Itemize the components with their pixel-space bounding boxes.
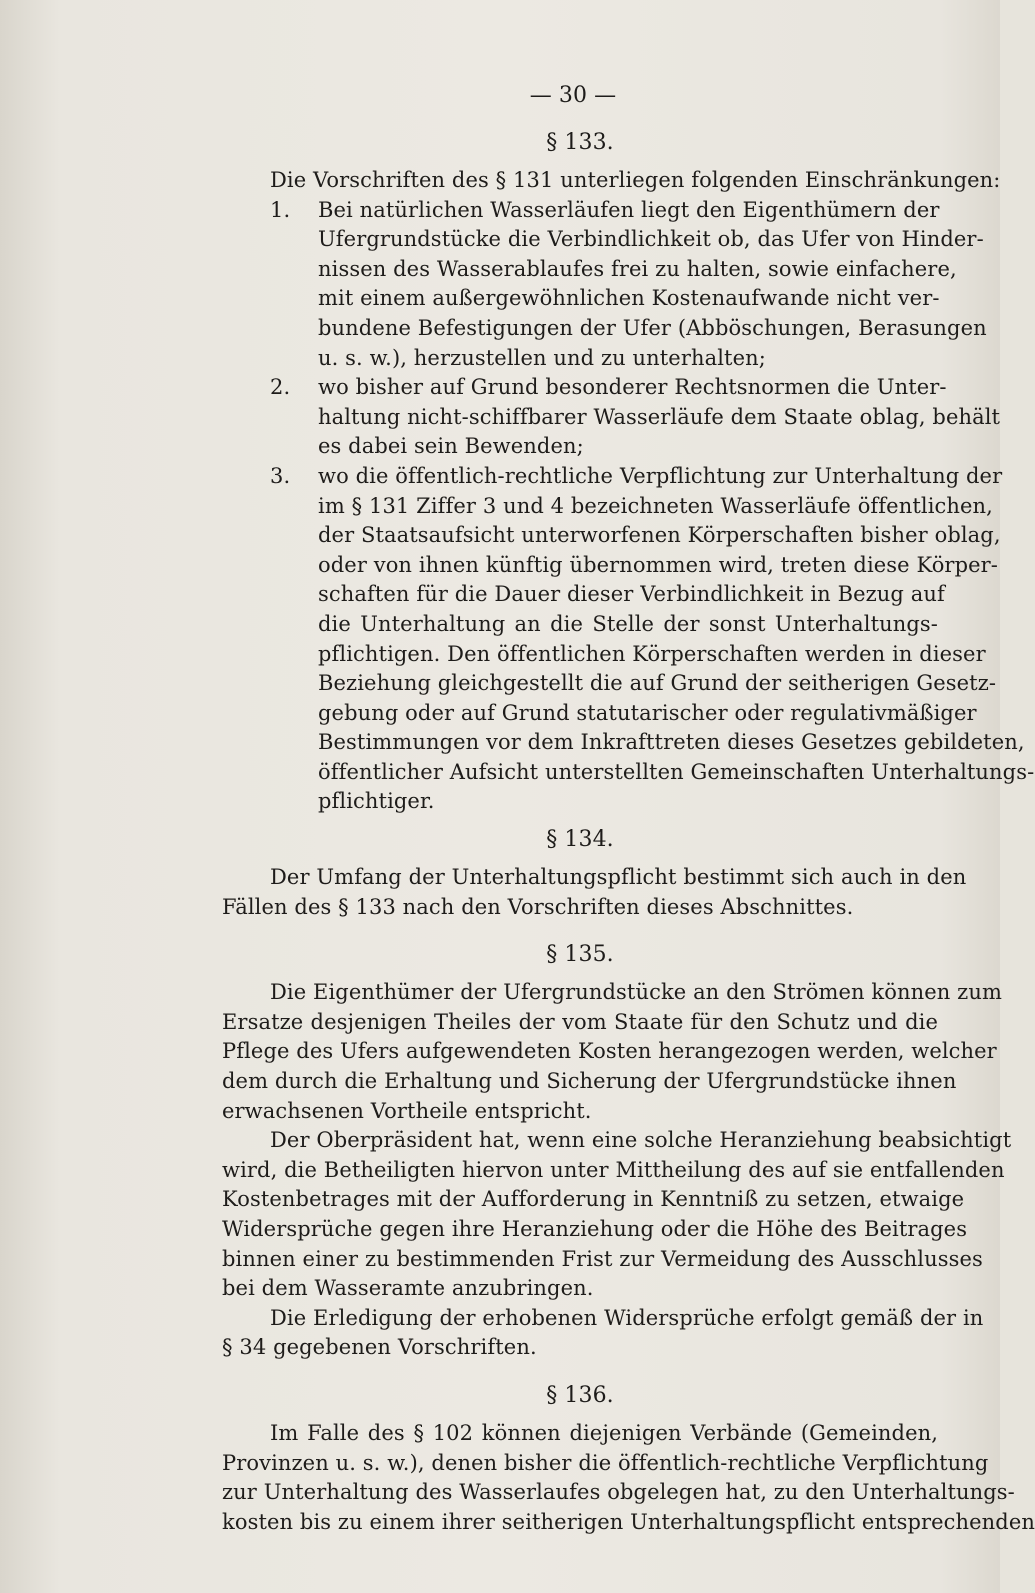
text-line: Pflege des Ufers aufgewendeten Kosten herangezogen werden, welcher <box>222 1039 997 1064</box>
text-line: bundene Befestigungen der Ufer (Abböschungen, Berasungen <box>318 315 987 340</box>
spacer <box>222 922 938 932</box>
text-line: Ufergrundstücke die Verbindlichkeit ob, das Ufer von Hinder- <box>318 227 984 252</box>
list-item-number: 3. <box>270 463 291 488</box>
text-block <box>222 72 1035 1537</box>
text-line: Der Oberpräsident hat, wenn eine solche Heranziehung beabsichtigt <box>270 1128 1012 1153</box>
section-133-intro: Die Vorschriften des § 131 unterliegen folgenden Einschränkungen: <box>270 168 1001 192</box>
text-line: § 34 gegebenen Vorschriften. <box>222 1335 537 1360</box>
text-line: u. s. w.), herzustellen und zu unterhalten; <box>318 345 766 370</box>
text-line: Provinzen u. s. w.), denen bisher die öffentlich-rechtliche Verpflichtung <box>222 1450 989 1475</box>
text-line: pflichtiger. <box>318 789 435 814</box>
text-line: Die Erledigung der erhobenen Widersprüche erfolgt gemäß der in <box>270 1305 984 1330</box>
text-line: Widersprüche gegen ihre Heranziehung oder die Höhe des Beitrages <box>222 1217 968 1241</box>
text-line: kosten bis zu einem ihrer seitherigen Unterhaltungspflicht entsprechenden <box>222 1509 1035 1534</box>
section-heading-134: § 134. <box>546 827 614 853</box>
text-line: Die Eigenthümer der Ufergrundstücke an den Strömen können zum <box>270 980 1002 1005</box>
text-line: wird, die Betheiligten hiervon unter Mittheilung des auf sie entfallenden <box>222 1157 1005 1182</box>
text-line: zur Unterhaltung des Wasserlaufes obgelegen hat, zu den Unterhaltungs- <box>222 1480 1015 1505</box>
spacer <box>222 1363 938 1373</box>
text-line: Fällen des § 133 nach den Vorschriften dieses Abschnittes. <box>222 894 854 919</box>
text-line: Kostenbetrages mit der Aufforderung in Kenntniß zu setzen, etwaige <box>222 1187 965 1212</box>
text-line: der Staatsaufsicht unterworfenen Körperschaften bisher oblag, <box>318 523 1001 548</box>
text-line: Beziehung gleichgestellt die auf Grund der seitherigen Gesetz- <box>318 671 997 696</box>
text-line: Der Umfang der Unterhaltungspflicht bestimmt sich auch in den <box>270 865 967 890</box>
section-heading-135: § 135. <box>546 942 614 968</box>
text-line: haltung nicht-schiffbarer Wasserläufe dem Staate oblag, behält <box>318 404 1001 429</box>
text-line: Bestimmungen vor dem Inkrafttreten dieses Gesetzes gebildeten, <box>318 730 1025 755</box>
text-line: dem durch die Erhaltung und Sicherung der Ufergrundstücke ihnen <box>222 1069 957 1094</box>
text-line: wo bisher auf Grund besonderer Rechtsnormen die Unter- <box>318 375 947 400</box>
list-item-3 <box>222 462 1035 817</box>
text-line: schaften für die Dauer dieser Verbindlichkeit in Bezug auf <box>318 582 945 607</box>
section-heading-136: § 136. <box>546 1382 614 1408</box>
page-number: — 30 — <box>529 83 617 108</box>
list-item-1 <box>222 196 987 374</box>
text-line: wo die öffentlich-rechtliche Verpflichtung zur Unterhaltung der <box>318 463 1003 488</box>
text-line: die Unterhaltung an die Stelle der sonst Unterhaltungs- <box>318 611 938 636</box>
text-line: im § 131 Ziffer 3 und 4 bezeichneten Wasserläufe öffentlichen, <box>318 493 993 518</box>
text-line: binnen einer zu bestimmenden Frist zur Vermeidung des Ausschlusses <box>222 1246 983 1271</box>
text-line: oder von ihnen künftig übernommen wird, treten diese Körper- <box>318 552 998 577</box>
text-line: pflichtigen. Den öffentlichen Körperschaften werden in dieser <box>318 641 986 666</box>
list-item-2 <box>222 373 1001 462</box>
section-heading-133: § 133. <box>546 130 614 155</box>
text-line: nissen des Wasserablaufes frei zu halten, sowie einfachere, <box>318 256 957 281</box>
text-line: Bei natürlichen Wasserläufen liegt den Eigenthümern der <box>318 197 940 222</box>
list-item-number: 2. <box>270 375 291 400</box>
text-line: es dabei sein Bewenden; <box>318 434 584 459</box>
text-line: erwachsenen Vortheile entspricht. <box>222 1098 592 1123</box>
text-line: mit einem außergewöhnlichen Kostenaufwande nicht ver- <box>318 286 940 311</box>
text-line: Ersatze desjenigen Theiles der vom Staate für den Schutz und die <box>222 1009 938 1034</box>
list-item-number: 1. <box>270 197 291 222</box>
text-line: gebung oder auf Grund statutarischer oder regulativmäßiger <box>318 700 977 725</box>
text-line: Im Falle des § 102 können diejenigen Verbände (Gemeinden, <box>270 1420 938 1445</box>
text-line: bei dem Wasseramte anzubringen. <box>222 1276 594 1301</box>
text-line: öffentlicher Aufsicht unterstellten Gemeinschaften Unterhaltungs- <box>318 759 1035 784</box>
